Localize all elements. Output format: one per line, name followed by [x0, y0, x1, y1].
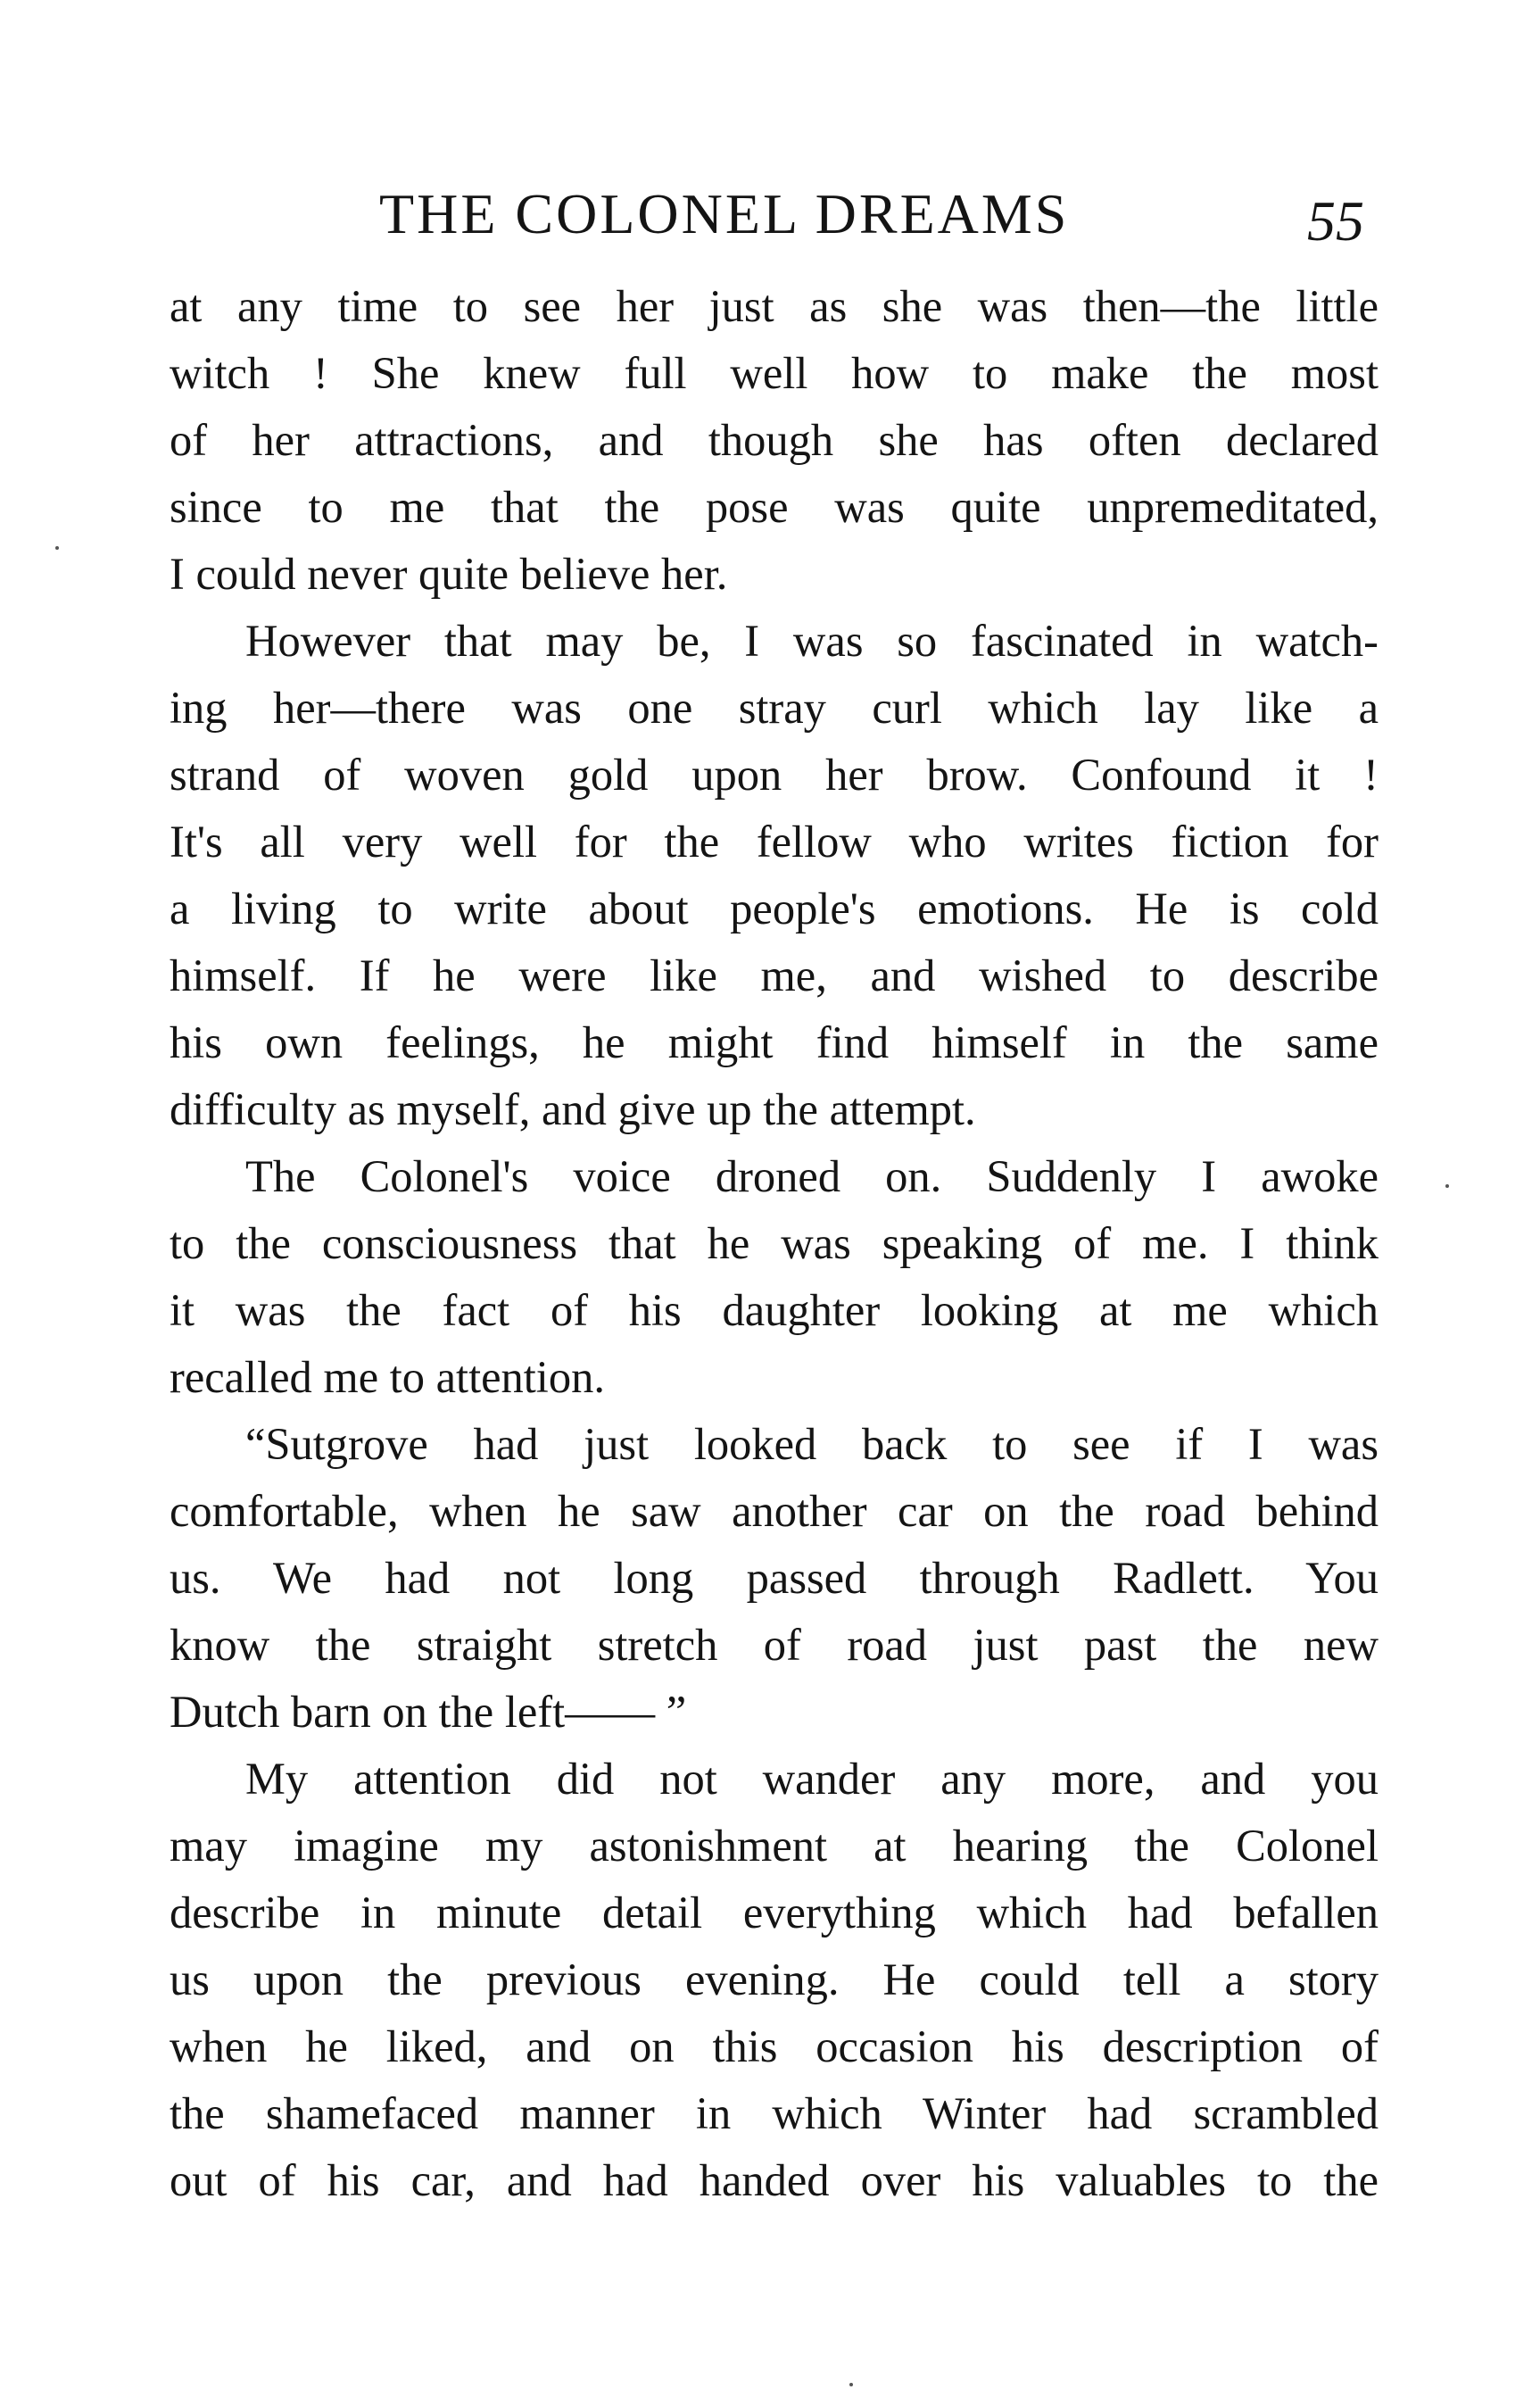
- text-line: I could never quite believe her.: [170, 549, 728, 599]
- text-line: it was the fact of his daughter looking at me which: [170, 1285, 1379, 1335]
- text-line: difficulty as myself, and give up the attempt.: [170, 1084, 976, 1134]
- text-line: a living to write about people's emotions. He is cold: [170, 884, 1379, 933]
- text-line: when he liked, and on this occasion his description of: [170, 2021, 1379, 2071]
- text-line: since to me that the pose was quite unpremeditated,: [170, 482, 1379, 532]
- text-line: witch ! She knew full well how to make the most: [170, 348, 1379, 398]
- page-number: 55: [1307, 189, 1364, 253]
- scan-speck: [1445, 1184, 1449, 1188]
- text-line: to the consciousness that he was speaking of me. I think: [170, 1218, 1379, 1268]
- text-line: However that may be, I was so fascinated in watch-: [245, 616, 1379, 666]
- text-line: comfortable, when he saw another car on the road behind: [170, 1486, 1379, 1536]
- text-line: ing her—there was one stray curl which lay like a: [170, 683, 1379, 733]
- text-line: recalled me to attention.: [170, 1352, 605, 1402]
- text-line: My attention did not wander any more, and you: [245, 1754, 1379, 1804]
- text-line: may imagine my astonishment at hearing the Colonel: [170, 1821, 1379, 1871]
- text-line: “Sutgrove had just looked back to see if I was: [245, 1419, 1379, 1469]
- text-line: describe in minute detail everything which had befallen: [170, 1888, 1379, 1937]
- running-head: THE COLONEL DREAMS: [379, 182, 1070, 245]
- text-line: his own feelings, he might find himself in the same: [170, 1017, 1379, 1067]
- body-text: [170, 273, 1379, 2214]
- scan-speck: [55, 546, 59, 550]
- text-line: us upon the previous evening. He could tell a story: [170, 1954, 1379, 2004]
- text-line: at any time to see her just as she was then—the little: [170, 281, 1379, 331]
- text-line: us. We had not long passed through Radlett. You: [170, 1553, 1379, 1603]
- text-line: Dutch barn on the left—— ”: [170, 1687, 687, 1737]
- text-line: the shamefaced manner in which Winter had scrambled: [170, 2088, 1379, 2138]
- scan-speck: [849, 2383, 853, 2386]
- text-line: out of his car, and had handed over his valuables to the: [170, 2155, 1379, 2205]
- text-line: strand of woven gold upon her brow. Confound it !: [170, 750, 1379, 800]
- text-line: The Colonel's voice droned on. Suddenly I awoke: [245, 1151, 1379, 1201]
- text-line: of her attractions, and though she has often declared: [170, 415, 1379, 465]
- text-line: It's all very well for the fellow who writes fiction for: [170, 817, 1379, 867]
- text-line: himself. If he were like me, and wished to describe: [170, 950, 1379, 1000]
- page-header: [0, 174, 1540, 254]
- text-line: know the straight stretch of road just past the new: [170, 1620, 1379, 1670]
